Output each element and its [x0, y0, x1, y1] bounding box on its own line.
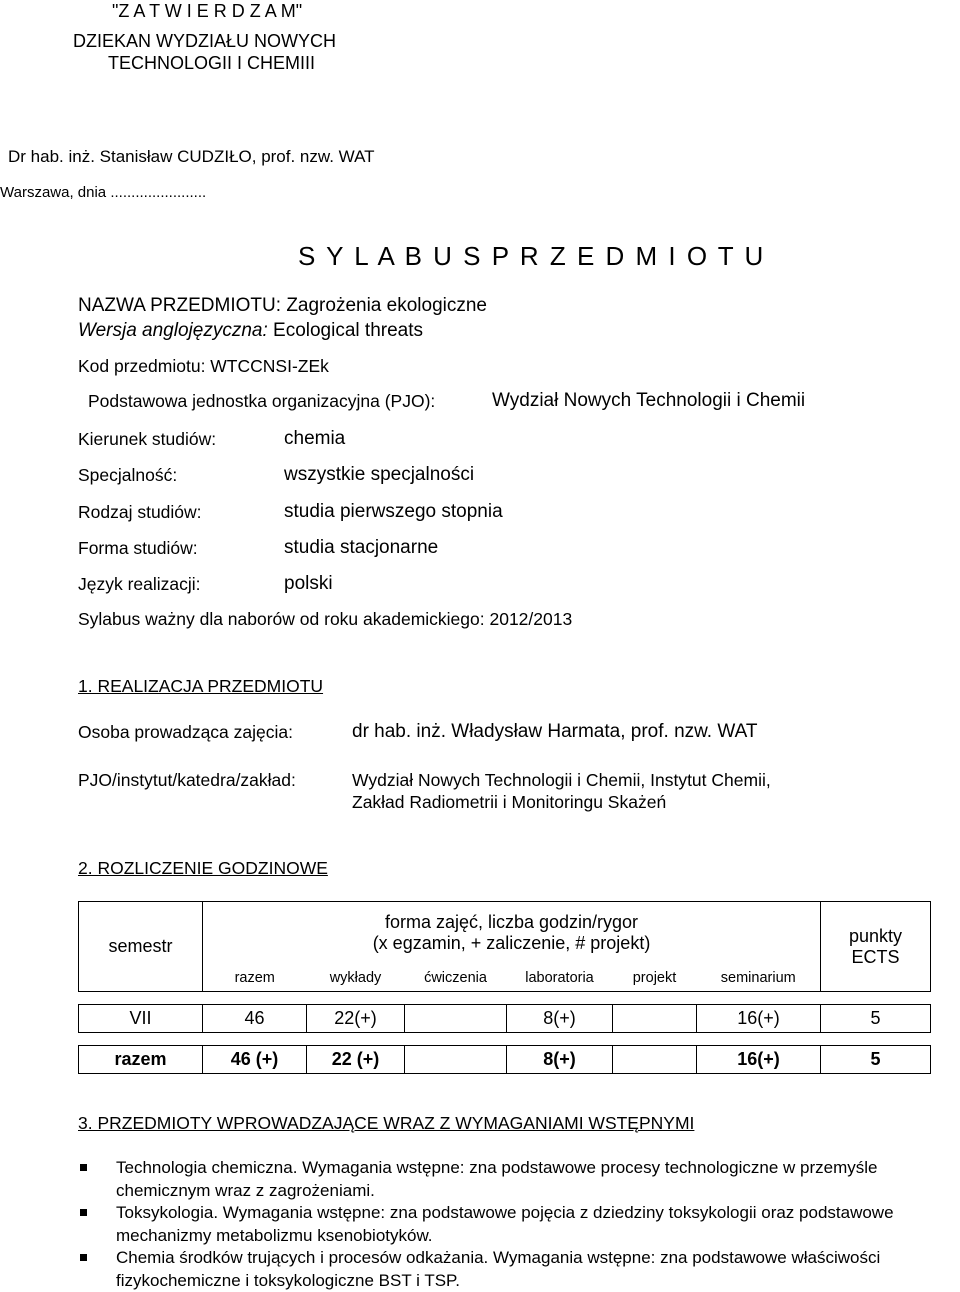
cell-laboratoria: 8(+)	[507, 1046, 613, 1074]
field-value-forma: studia stacjonarne	[284, 537, 439, 558]
cell-razem: 46 (+)	[203, 1046, 307, 1074]
field-label-kierunek: Kierunek studiów:	[78, 429, 217, 449]
subheader-seminarium: seminarium	[697, 964, 821, 992]
cell-semestr: razem	[79, 1046, 203, 1074]
cell-projekt-empty	[613, 1005, 697, 1033]
subheader-cwiczenia: ćwiczenia	[405, 964, 507, 992]
subheader-wyklady: wykłady	[307, 964, 405, 992]
course-name-value: Zagrożenia ekologiczne	[286, 295, 487, 316]
list-item-text: Technologia chemiczna. Wymagania wstępne: zna podstawowe procesy technologiczne w przemyśle chemicznym wraz z zagrożeniami.	[116, 1158, 878, 1200]
square-bullet-icon	[80, 1164, 87, 1171]
field-label-forma: Forma studiów:	[78, 538, 198, 558]
header-forms-line-2: (x egzamin, + zaliczenie, # projekt)	[372, 933, 651, 953]
cell-wyklady: 22(+)	[307, 1005, 405, 1033]
section-1-heading: 1. REALIZACJA PRZEDMIOTU	[78, 676, 324, 696]
list-item	[78, 1247, 908, 1292]
square-bullet-icon	[80, 1209, 87, 1216]
course-name-label: NAZWA PRZEDMIOTU:	[78, 295, 282, 316]
pjo-label: PJO/instytut/katedra/zakład:	[78, 770, 296, 790]
unit-value: Wydział Nowych Technologii i Chemii	[492, 390, 806, 411]
pjo-value-line-1: Wydział Nowych Technologii i Chemii, Instytut Chemii,	[352, 770, 771, 790]
list-item	[78, 1157, 908, 1202]
cell-ects: 5	[821, 1005, 931, 1033]
cell-projekt: 16(+)	[697, 1005, 821, 1033]
cell-laboratoria: 8(+)	[507, 1005, 613, 1033]
cell-cwiczenia	[405, 1046, 507, 1074]
subheader-projekt: projekt	[613, 964, 697, 992]
course-name-line	[78, 295, 487, 317]
field-label-specjalnosc: Specjalność:	[78, 465, 178, 485]
header-points	[821, 902, 931, 992]
header-forms	[203, 902, 821, 965]
field-value-kierunek: chemia	[284, 428, 346, 449]
approval-header: "Z A T W I E R D Z A M"	[112, 1, 303, 21]
lecturer-label: Osoba prowadząca zajęcia:	[78, 722, 293, 742]
list-item-text: Chemia środków trujących i procesów odkażania. Wymagania wstępne: zna podstawowe właściwości fizykochemiczne i toksykologiczne BST i TSP.	[116, 1248, 881, 1290]
cell-wyklady: 22 (+)	[307, 1046, 405, 1074]
header-points-line-1: punkty	[848, 925, 903, 946]
header-semestr: semestr	[79, 902, 203, 992]
cell-ects: 5	[821, 1046, 931, 1074]
dean-line-2: TECHNOLOGII I CHEMIII	[108, 53, 316, 73]
cell-projekt-empty	[613, 1046, 697, 1074]
subheader-razem: razem	[203, 964, 307, 992]
list-item-text: Toksykologia. Wymagania wstępne: zna podstawowe pojęcia z dziedziny toksykologii oraz podstawowe mechanizmy metabolizmu ksenobiotyków.	[116, 1203, 894, 1245]
field-label-jezyk: Język realizacji:	[78, 574, 201, 594]
course-code: Kod przedmiotu: WTCCNSI-ZEk	[78, 356, 329, 376]
dean-line-1: DZIEKAN WYDZIAŁU NOWYCH	[73, 31, 337, 51]
table-row	[79, 1005, 931, 1033]
cell-cwiczenia	[405, 1005, 507, 1033]
signatory: Dr hab. inż. Stanisław CUDZIŁO, prof. nzw. WAT	[8, 147, 375, 166]
english-name-value: Ecological threats	[273, 320, 423, 341]
field-value-jezyk: polski	[284, 573, 333, 594]
field-value-rodzaj: studia pierwszego stopnia	[284, 501, 503, 522]
requirements-list	[78, 1157, 908, 1292]
lecturer-value: dr hab. inż. Władysław Harmata, prof. nzw. WAT	[352, 721, 758, 742]
hours-table	[78, 901, 931, 1074]
section-2-heading: 2. ROZLICZENIE GODZINOWE	[78, 858, 328, 878]
field-value-specjalnosc: wszystkie specjalności	[284, 464, 475, 485]
pjo-value-line-2: Zakład Radiometrii i Monitoringu Skażeń	[352, 792, 667, 812]
table-row	[79, 1046, 931, 1074]
english-name-line	[78, 320, 423, 342]
list-item	[78, 1202, 908, 1247]
cell-semestr: VII	[79, 1005, 203, 1033]
validity-note: Sylabus ważny dla naborów od roku akademickiego: 2012/2013	[78, 609, 573, 629]
subheader-laboratoria: laboratoria	[507, 964, 613, 992]
date-line: Warszawa, dnia .......................	[0, 184, 207, 201]
header-forms-line-1: forma zajęć, liczba godzin/rygor	[384, 912, 639, 932]
unit-label: Podstawowa jednostka organizacyjna (PJO):	[88, 391, 436, 411]
header-points-line-2: ECTS	[851, 946, 900, 967]
square-bullet-icon	[80, 1254, 87, 1261]
cell-razem: 46	[203, 1005, 307, 1033]
section-3-heading: 3. PRZEDMIOTY WPROWADZAJĄCE WRAZ Z WYMAGANIAMI WSTĘPNYMI	[78, 1113, 695, 1133]
field-label-rodzaj: Rodzaj studiów:	[78, 502, 202, 522]
syllabus-title: S Y L A B U S P R Z E D M I O T U	[298, 241, 766, 271]
cell-projekt: 16(+)	[697, 1046, 821, 1074]
english-name-label: Wersja anglojęzyczna:	[78, 320, 268, 341]
